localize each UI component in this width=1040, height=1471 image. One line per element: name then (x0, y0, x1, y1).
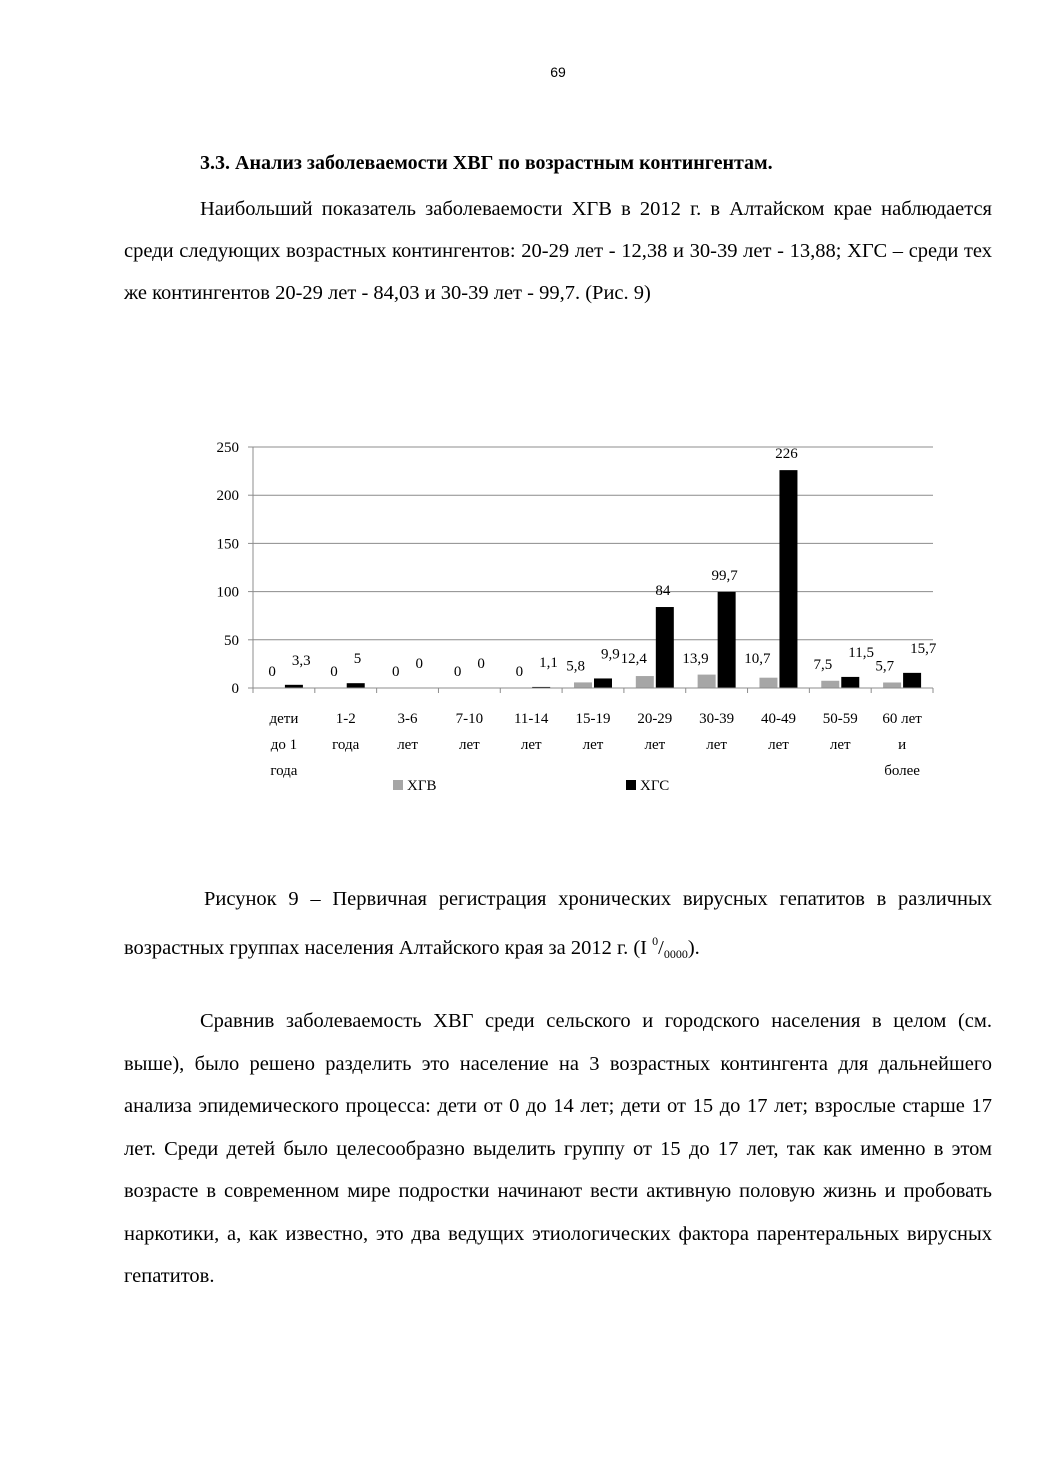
caption-text: Рисунок 9 – Первичная регистрация хронических вирусных гепатитов в различных возрастных группах населения Алтайского края за 2012 г. (I (124, 888, 992, 959)
data-label-hgv: 0 (453, 664, 462, 680)
data-label-hgs: 0 (477, 656, 485, 672)
x-tick-label: и (898, 737, 907, 753)
x-tick-label: 50-59 (822, 711, 858, 727)
x-tick-label: 11-14 (513, 711, 549, 727)
x-tick-label: лет (459, 737, 480, 753)
data-labels (268, 446, 936, 680)
bar-hgv (821, 681, 839, 688)
bar-hgv (636, 676, 654, 688)
bar-hgs (594, 678, 612, 688)
data-label-hgs: 99,7 (711, 567, 738, 584)
caption-sup: 0 (652, 934, 659, 948)
data-label-hgv: 10,7 (744, 651, 771, 667)
y-tick-label: 0 (231, 681, 239, 697)
x-tick-label: года (332, 737, 360, 753)
bar-hgs (903, 673, 921, 688)
data-label-hgv: 0 (268, 664, 276, 680)
x-tick-label: лет (644, 737, 666, 753)
data-label-hgs: 0 (415, 656, 424, 672)
x-tick-label: лет (520, 737, 542, 753)
x-tick-label: 15-19 (575, 711, 611, 727)
data-label-hgs: 226 (775, 446, 798, 463)
legend-label-hgs: ХГС (640, 778, 670, 794)
data-label-hgs: 5 (353, 651, 362, 668)
x-tick-label: дети (269, 711, 299, 727)
data-label-hgv: 12,4 (620, 651, 647, 667)
data-label-hgs: 84 (655, 583, 671, 600)
data-label-hgv: 0 (330, 664, 338, 680)
caption-slash: / (658, 937, 664, 959)
legend-swatch-hgv (393, 780, 403, 790)
x-tick-label: года (270, 763, 298, 779)
bar-hgs (718, 592, 736, 688)
bar-hgs (656, 607, 674, 688)
bar-hgv (698, 675, 716, 688)
data-label-hgv: 5,8 (566, 658, 585, 675)
data-label-hgv: 13,9 (682, 651, 709, 667)
x-tick-label: лет (582, 737, 604, 753)
x-tick-label: 1-2 (335, 711, 356, 727)
caption-sub: 0000 (663, 947, 688, 961)
x-tick-label: 40-49 (760, 711, 796, 727)
data-label-hgs: 15,7 (910, 640, 937, 657)
x-tick-label: 30-39 (699, 711, 735, 727)
y-tick-label: 150 (216, 536, 239, 553)
bar-hgs (347, 683, 365, 688)
data-label-hgv: 7,5 (813, 656, 833, 673)
x-axis (253, 688, 933, 779)
x-tick-label: 60 лет (882, 711, 922, 727)
chart-gridlines (253, 447, 933, 640)
data-label-hgv: 0 (515, 664, 524, 680)
bar-hgv (883, 683, 901, 688)
data-label-hgv: 5,7 (875, 658, 895, 675)
y-tick-label: 50 (224, 632, 239, 649)
x-tick-label: 3-6 (397, 711, 418, 727)
bar-hgv (574, 682, 592, 688)
bar-hgs (841, 677, 859, 688)
x-tick-label: лет (706, 737, 727, 753)
paragraph-analysis: Сравнив заболеваемость ХВГ среди сельского и городского населения в целом (см. выше), было решено разделить это население на 3 возрастных контингента для дальнейшего анализа эпидемического процесса: дети от 0 до 14 лет; дети от 15 до 17 лет; взрослые старше 17 лет. Среди детей было целесообразно выделить группу от 15 до 17 лет, так как именно в этом возрасте в современном мире подростки начинают вести активную половую жизнь и пробовать наркотики, а, как известно, это два ведущих этиологических фактора парентеральных вирусных гепатитов. (124, 1010, 992, 1287)
data-label-hgv: 0 (392, 664, 400, 680)
chart-legend (393, 778, 669, 794)
y-tick-label: 200 (216, 488, 239, 505)
x-tick-label: лет (397, 737, 418, 753)
x-tick-label: 20-29 (637, 711, 673, 727)
bar-chart (190, 430, 950, 810)
figure-caption (124, 878, 992, 975)
bar-hgv (759, 678, 777, 688)
section-heading: 3.3. Анализ заболеваемости ХВГ по возрастным контингентам. (200, 152, 773, 174)
x-tick-label: до 1 (270, 737, 298, 753)
y-axis (217, 440, 254, 697)
y-tick-label: 100 (216, 584, 239, 601)
data-label-hgs: 11,5 (848, 644, 874, 661)
x-tick-label: более (884, 763, 920, 779)
legend-label-hgv: ХГВ (407, 778, 437, 794)
paragraph-intro: Наибольший показатель заболеваемости ХГВ в 2012 г. в Алтайском крае наблюдается среди следующих возрастных контингентов: 20-29 лет - 12,38 и 30-39 лет - 13,88; ХГС – среди тех же контингентов 20-29 лет - 84,03 и 30-39 лет - 99,7. (Рис. 9) (124, 198, 992, 304)
x-tick-label: 7-10 (455, 711, 484, 727)
data-label-hgs: 9,9 (601, 646, 620, 663)
legend-swatch-hgs (626, 780, 636, 790)
data-label-hgs: 3,3 (291, 652, 311, 669)
y-tick-label: 250 (216, 440, 239, 456)
x-tick-label: лет (768, 737, 789, 753)
data-label-hgs: 1,1 (539, 654, 558, 671)
caption-end: ). (687, 937, 700, 959)
bar-hgs (779, 470, 797, 688)
page-number: 69 (550, 64, 566, 80)
x-tick-label: лет (829, 737, 851, 753)
